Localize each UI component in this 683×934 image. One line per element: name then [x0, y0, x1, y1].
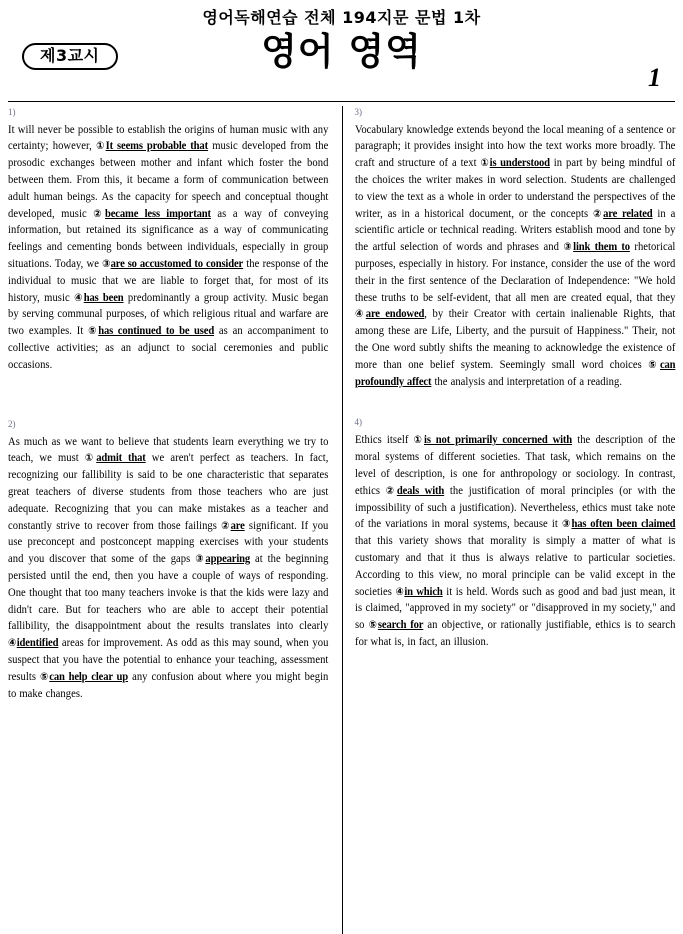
right-column-spacer — [355, 404, 676, 418]
choice-marker: ③ — [195, 553, 206, 566]
subject-title: 영어 영역 — [261, 29, 422, 73]
underlined-choice: are related — [602, 207, 653, 220]
underlined-choice: are — [230, 519, 245, 532]
passage-4 — [355, 418, 676, 650]
passage-2 — [8, 420, 329, 703]
passage-number: 2) — [8, 418, 16, 429]
underlined-choice: appearing — [205, 553, 251, 566]
exam-header — [0, 31, 683, 101]
underlined-choice: in which — [403, 585, 443, 598]
choice-marker: ⑤ — [647, 358, 660, 371]
underlined-choice: is not primarily concerned with — [423, 434, 572, 447]
choice-marker: ① — [96, 140, 106, 153]
choice-marker: ⑤ — [39, 670, 50, 683]
choice-marker: ① — [84, 452, 97, 465]
passage-number: 4) — [354, 417, 362, 428]
choice-marker: ① — [480, 157, 490, 170]
passage-number: 3) — [354, 106, 362, 117]
choice-marker: ② — [221, 519, 231, 532]
passage-text: Vocabulary knowledge extends beyond the local meaning of a sentence or paragraph; it provides insight into how the text works more broadly. The craft and structure of a text ①is understood in part by being mindful of the choices the writer makes in word selection. Students are challenged to view the text as a whole in order to understand the perspectives of the writer, as in a historical document, or the concepts ②are related in a scientific article or technical reading. Writers establish mood and tone by the artful selection of words and phrases and ③link them to rhetorical purposes, especially in history. For instance, consider the use of the word their in the first sentence of the Declaration of Independence: "We hold these truths to be self-evident, that all men are created equal, that they ④are endowed, by their Creator with certain inalienable Rights, that among these are Life, Liberty, and the pursuit of Happiness." Their, not the One word subtly shifts the meaning to acknowledge the existence of more than one belief system. Seemingly small word choices ⑤can profoundly affect the analysis and interpretation of a reading. — [354, 123, 675, 388]
worksheet-page — [0, 9, 683, 716]
choice-marker: ③ — [561, 518, 571, 531]
underlined-choice: is understood — [489, 157, 550, 170]
passage-3 — [355, 108, 676, 391]
passage-text: As much as we want to believe that students learn everything we try to teach, we must ①admit that we aren't perfect as teachers. In fact, recognizing our fallibility is said to be one characteristic that separates great teachers of diverse students from those teachers who are just adequate. Recognizing that you can make mistakes as a teacher and constantly strive to recover from those failings ②are significant. If you use preconcept and postconcept mapping exercises with your students and you discover that some of the gaps ③appearing at the beginning persisted until the end, then you have a couple of ways of responding. One thought that too many teachers invoke is that the kids were lazy and didn't care. But for teachers who are able to accept their potential fallibility, the disappointment about the results translates into clearly ④identified areas for improvement. As odd as this may sound, when you suspect that you have the potential to enhance your teaching, assessment results ⑤can help clear up any confusion about where you might begin to make changes. — [8, 435, 329, 700]
underlined-choice: can profoundly affect — [354, 358, 675, 388]
choice-marker: ② — [592, 207, 603, 220]
underlined-choice: can help clear up — [49, 670, 129, 683]
page-number: 1 — [648, 62, 661, 92]
column-divider — [342, 106, 343, 934]
choice-marker: ① — [413, 434, 424, 447]
underlined-choice: became less important — [104, 207, 211, 220]
choice-marker: ⑤ — [368, 619, 378, 632]
passage-text: It will never be possible to establish the origins of human music with any certainty; however, ①It seems probable that music developed from the prosodic exchanges between mother and infant which foster the bond between them. From this, it became a form of communication between adult human beings. As the capacity for speech and conceptual thought developed, music ②became less important as a way of conveying information, but retained its significance as a way of communicating feelings and cementing bonds between individuals, especially in group situations. Today, we ③are so accustomed to consider the response of the individual to music that we are liable to forget that, for most of its history, music ④has been predominantly a group activity. Music began by serving communal purposes, of which religious ritual and warfare are two examples. It ⑤has continued to be used as an accompaniment to collective activities; as an adjunct to social ceremonies and public occasions. — [8, 123, 329, 371]
underlined-choice: deals with — [396, 484, 444, 497]
underlined-choice: has continued to be used — [98, 325, 215, 338]
right-column — [342, 108, 676, 665]
underlined-choice: are endowed — [365, 308, 424, 321]
underlined-choice: has often been claimed — [570, 518, 675, 531]
underlined-choice: It seems probable that — [105, 140, 208, 153]
choice-marker: ③ — [562, 241, 573, 254]
choice-marker: ④ — [8, 637, 17, 650]
underlined-choice: link them to — [572, 241, 630, 254]
choice-marker: ④ — [74, 291, 84, 304]
passage-1 — [8, 108, 329, 374]
choice-marker: ② — [385, 484, 397, 497]
passage-number: 1) — [8, 106, 16, 117]
document-title: 영어독해연습 전체 194지문 문법 1차 — [202, 8, 481, 27]
underlined-choice: identified — [16, 637, 59, 650]
underlined-choice: are so accustomed to consider — [110, 257, 244, 270]
passage-sheet — [8, 102, 675, 717]
underlined-choice: has been — [83, 291, 124, 304]
underlined-choice: search for — [377, 619, 423, 632]
choice-marker: ④ — [354, 308, 366, 321]
left-column — [8, 108, 342, 717]
choice-marker: ④ — [394, 585, 404, 598]
choice-marker: ② — [93, 207, 105, 220]
choice-marker: ③ — [102, 257, 111, 270]
period-badge: 제3교시 — [22, 43, 118, 70]
left-column-spacer — [8, 388, 329, 420]
choice-marker: ⑤ — [88, 325, 99, 338]
passage-text: Ethics itself ①is not primarily concerned with the description of the moral systems of different societies. That task, which remains on the level of description, is one for anthropology or sociology. In contrast, ethics ②deals with the justification of moral principles (or with the impossibility of such a justification). Nevertheless, ethics must take note of the variations in moral systems, because it ③has often been claimed that this variety shows that morality is simply a matter of what is customary and that it thus is always relative to particular societies. According to this view, no moral principle can be valid except in the societies ④in which it is held. Words such as good and bad just mean, it is claimed, "approved in my society" or "disapproved in my society," and so ⑤search for an objective, or rationally justifiable, ethics is to search for what is, in fact, an illusion. — [354, 434, 675, 648]
underlined-choice: admit that — [96, 452, 146, 465]
